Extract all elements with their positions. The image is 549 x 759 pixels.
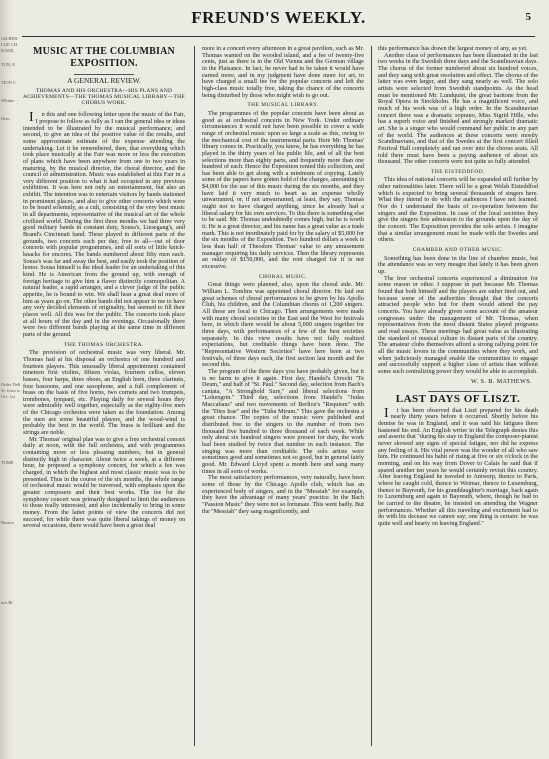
section-heading: CHAMBER AND OTHER MUSIC.	[412, 247, 504, 254]
page-number: 5	[525, 11, 531, 23]
margin-fragment: RADE,	[1, 48, 15, 53]
paragraph: This idea of national concerts will be expanded still further by other nationalities later. There will be a great Welsh Eisteddfod which is expected to bring several thousands of singers here. What they intend to do with the audiences I have not learned. Nor do I understand the basis of co-operation between the singers and the Exposition. In case of the local societies they give the singers free admission to the grounds upon the day of the concert. The Exposition provides the solo artists. I imagine that a similar arrangement must be made with the Swedes and others.	[378, 176, 538, 244]
paragraph: Something has been done in the line of chamber music, but the attendance was so very meagre that lately it has been given up.	[378, 254, 538, 275]
margin-fragment: Oct. 1st	[1, 394, 15, 399]
margin-fragment: Boston	[1, 520, 14, 525]
margin-fragment: Dun.	[1, 116, 10, 121]
column-divider	[371, 46, 372, 746]
section-heading: THE MUSICAL LIBRARY.	[247, 102, 319, 109]
paragraph: The program of the three days you have probably given, but it is no harm to give it again. First day, Handel's Utrecht "Te Deum," and half of "St. Paul." Second day, selection from Bach's cantata, "A Stronghold Sure," and liberal selections from "Lohengrin." Third day, selections from Handel's "Judas Maccabaus" and two movements of Berlioz's "Requiem" with the "Dies Irae" and the "Tuba Mirum." This gave the orchestra a great chance. The copies of the music were published and distributed free to the singers to the number of from two thousand five hundred to three thousand of each week. While only about six hundred singers were present for duty, the work had been studied by twice that number in each instance. The singing was more than creditable. The solo artists were sometimes good and sometimes not so good, but in general fairly good. Mr. Edward Lloyd spent a month here and sang many times in all sorts of works.	[202, 367, 364, 475]
paragraph: The provision of orchestral music was very liberal. Mr. Thomas had at his disposal an orchestra of one hundred and fourteen players. This unusually liberal appointment contained nineteen first violins, fifteen violas, fourteen cellos, eleven basses, four harps, three oboes, an English horn, three clarinets, four bassoons, and one saxophone, and a full complement of brass on the basis of five horns, two cornets and two trumpets, trombones, tympani, etc. Playing daily for several hours they were admirably well together, especially as the eighty-five men of the Chicago orchestra were taken as the foundation. Among the men are some beautiful players, and the wood-wind is probably the best in the world. The brass is brilliant and the strings are noble.	[23, 349, 185, 437]
paragraph: Great things were planned, also, upon the choral side. Mr. William L. Tomlins was appointed choral director. He laid out great schemes of choral performances to be given by his Apollo Club, his children, and the Columbian chorus of 1,200 singers. All these are local to Chicago. Then arrangements were made with many choral societies in the East and the West for festivals here, in which there would be about 5,000 singers together for three days, with performances of a few of the best societies separately. In this view results have not fully realized expectations, but creditable things have been done. The "Representative Western Societies" have here been at two festivals, of three days each, the first section last month and the second this.	[202, 281, 364, 369]
paragraph: The most satisfactory performances, very naturally, have been some of those by the Chicago Apollo club, which has an experienced body of singers, and in the "Messiah" for example, they have the advantage of many years' practice. In the Bach "Passion Music" they were not so fortunate. This went badly. But the "Messiah" they sang magnificently, and	[202, 474, 364, 515]
article-heading: LAST DAYS OF LISZT.	[395, 393, 521, 406]
column-2	[202, 46, 364, 751]
paragraph: more in a concert every afternoon in a great pavilion, such as Mr. Thomas wanted on the wooded island, and a fee of twenty-five cents, just as there is in the Old Vienna and the German village in the Plaisance. In fact, he never had to be taken it would have earned more, and in my judgment have done more for art, to have charged a small fee for the popular concerts and left the high-class music totally free, taking the chance of the concerts being disturbed by those who might wish to go out.	[202, 45, 364, 99]
paragraph: In this and one following letter upon the music of the Fair, I propose to follow as fully as I can the general idea or ideas intended to be illustrated by the musical performance; and second, to give an idea of the positive value of the results, and some approximate estimate of the expense attending the undertaking. Let it be remembered, then, that everything which took place musically at the Fair was more or less the execution of plans which have been anywhere from one to two years in maturing, by the musical director, the choral director, and the council of administration. Music was established at this Fair in a very different position to what it had occupied in any previous exhibition. It was here not only an entertainment, but also an exhibit. The intention was to entertain visitors by bands stationed in prominent places, and also to give other concerts which were to be heard solemnly, as a cult, consisting of the very best music in all departments, representative of the musical art of the whole civilized world. During the first three months we had three very good military bands in constant duty, Sousa's, Liesegang's, and Brand's Cincinnati band. These played in different parts of the grounds, two concerts each per day, free to all—out of door concerts with popular programmes, and all sorts of little knick-knacks for encores. The bands numbered about fifty men each. Sousa's was far and away the best, and easily took the position of honor. Sousa himself is the ideal leader for an undertaking of this kind. He is American from the ground up, with enough of foreign heritage to give him a flavor distinctly cosmopolitan. A natural leader, a rapid arranger, and a clever judge of the public appetite, he is bound to win. We shall hear a great deal more of him as years go on. The other bands did not appear to me to have any very decided elements of originality, but seemed to fill their places well. All this was for the public. The concerts took place at all hours of the day and in the evenings. Occasionally there were two different bands playing at the same time in different parts of the ground.	[23, 110, 185, 338]
page-header	[22, 8, 535, 44]
margin-fragment: Order Deli	[1, 382, 21, 387]
header-rule	[22, 36, 535, 37]
margin-fragment: as's Bl	[1, 600, 13, 605]
margin-fragment: TON, E	[1, 62, 16, 67]
article-caption: THOMAS AND HIS ORCHESTRA—HIS PLANS AND ACHIEVEMENTS—THE THOMAS MUSICAL LIBRARY—THE CHORUS WORK.	[23, 87, 185, 107]
author-signature: W. S. B. MATHEWS.	[470, 377, 532, 385]
margin-fragment: St. from w	[1, 388, 21, 393]
margin-fragment: GILBER	[1, 36, 18, 41]
paragraph: Another class of performances has been illustrated in the last two weeks in the Swedish three days and the Scandinavian days. The chorus of the former numbered about six hundred voices, and they sang with great resolution and effect. The chorus of the latter was even larger, and they sang nearly as well. The solo artists were selected from Swedish standpoints. As the head must be mentioned Mr. Lundquist, the great baritone from the Royal Opera in Stockholm. He has a magnificent voice, and much of his work was of a high order. In the Scandinavian concert there was a dramatic soprano, Miss Sigrid Hille, who has a superb voice and finished and strongly marked dramatic art. She is a singer who would command her public in any part of the world. The audiences at these concerts were mostly Scandinavians, and that of the Swedes at the first concert filled Festival Hall completely and ran over into the chorus seats. All told there must have been a paying audience of about six thousand. The other concerts were not quite so fully attended.	[378, 51, 538, 166]
paragraph: The programmes of the popular concerts have been about as good as at orchestral concerts in New York. Under ordinary circumstances it would not have been possible to cover a wide range of orchestral music upon so large a scale as this, owing to the mechanical cost of the instrumental parts. Here Mr. Thomas' library comes in. Practically, you know, he has everything he has played in the thirty years of his public life, and of all the best selections more than eighty parts, and frequently more than one hundred of each. Hence the Exposition rented this collection, and has been able to get along with a minimum of copying. Lately some of the papers have gotten hold of the charges, amounting to $4,000 for the use of this music during the six months, and they have laid it very much to heart as an expense wholly unwarranted, or, if not unwarranted, at least, they say, Thomas ought not to have charged anything, since he already had a liberal salary for his own services. To this there is something else to be said. Mr. Thomas undoubtedly comes high, but he is worth it. He is a great director, and his name has a great value as a trade mark. This is not inordinately paid for by the salary of $5,000 for the six months of the Exposition. Two hundred dollars a week is less than half of Theodore Thomas' value to any amusement manager requiring his daily services. Then the library represents an outlay of $150,000, and the rent charged for it is not excessive.	[202, 109, 364, 270]
margin-fragment: TOME	[1, 460, 14, 465]
divider	[74, 74, 134, 75]
paragraph: The free orchestral concerts experienced a diminution for some reason or other. I suppose in part because Mr. Thomas found that both himself and the players are rather tired out, and because some of the authorities thought that the concerts attracted people who but for them would attend the pay concerts. You have already given some account of the amateur congresses under the management of Mr. Thomas, when representatives from the most distant States played programs and read essays. These meetings had great value as illustrating the standard of musical culture in distant parts of the country. The amateur clubs themselves afford a strong rallying point for all the music lovers in the communities where they work, and when judiciously managed enable the communities to engage and successfully support a higher class of artists than without some such centralizing power they would be able to accomplish.	[378, 274, 538, 375]
section-heading: THE THOMAS ORCHESTRA.	[64, 341, 144, 348]
paragraph: this performance has drawn the largest money of any, as yet.	[378, 45, 528, 52]
margin-fragment: LUE CH	[1, 42, 18, 47]
margin-fragment: Whitne	[1, 98, 15, 103]
column-1	[23, 46, 185, 751]
paragraph: It has been observed that Liszt prepared for his death nearly thirty years before it occurred. Shortly before his demise he was in England, and it was said his fatigues there hastened his end. An English writer in the Telegraph denies this and asserts that "during his stay in England the composer-pianist never showed any signs of special fatigue, nor did he express any feeling of it. His vital power was the wonder of all who saw him. He continued his habit of rising at five or six o'clock in the morning, and on his way from Dover to Calais he said that if spared another ten years he would certainly revisit this country. After leaving England he traveled to Antwerp, thence to Paris, where he caught cold, thence to Weimar, thence to Luxemburg, thence to Bayreuth, for his granddaughter's marriage, back again to Luxemburg and again to Bayreuth, where, though he had to be carried to the theatre, he insisted on attending the Wagner performances. Whether all this traveling and excitement had to do with his decease we cannot say; one thing is certain: he was quite well and hearty on leaving England."	[378, 405, 538, 527]
article-subheading: A GENERAL REVIEW.	[67, 76, 141, 85]
paragraph: Mr. Thomas' original plan was to give a free orchestral concert daily at noon, with the full orchestra, and with programmes containing more or less pleasing numbers, but in general distinctly high in character. About twice a week, at a different hour, he proposed a symphony concert, for which a fee was charged, in which the highest and most classic music was to be presented. Thus in the course of the six months, the whole range of orchestral music would be traversed, with emphasis upon the greater composers and their best works. The fee for the symphony concert was primarily designed to limit the audiences to those really interested, and also incidentally to bring in some money. From the latter points of view the concerts did not succeed, for while there was quite liberal takings of money on several occasions, there would have been a great deal	[23, 435, 185, 530]
divider	[428, 391, 488, 392]
binding-gutter	[0, 0, 21, 759]
margin-fragment: TION C	[1, 80, 16, 85]
running-title: FREUND'S WEEKLY.	[191, 8, 366, 27]
column-3	[378, 46, 538, 751]
section-heading: THE EISTEDDFOD.	[431, 168, 485, 175]
column-divider	[194, 46, 195, 746]
article-heading: MUSIC AT THE COLUMBIAN EXPOSITION.	[33, 46, 175, 69]
section-heading: CHORAL MUSIC.	[258, 273, 308, 280]
